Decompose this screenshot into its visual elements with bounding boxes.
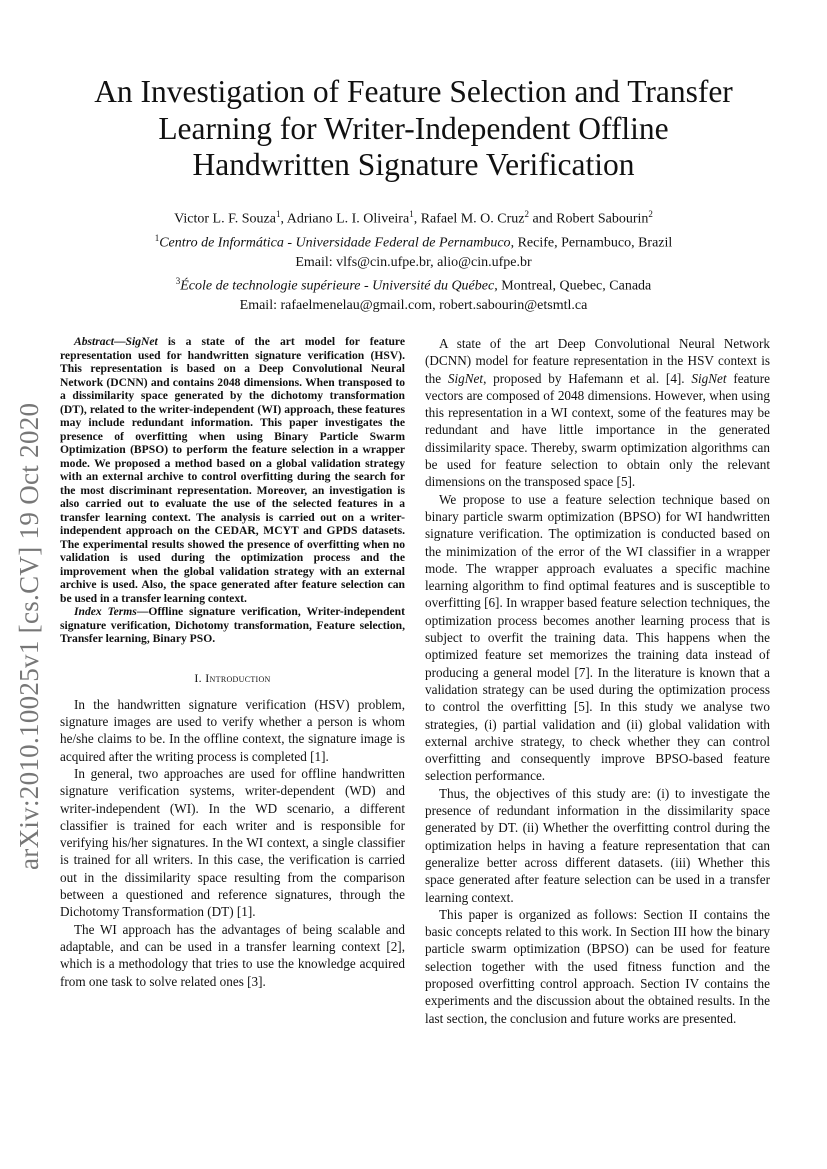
paragraph: In the handwritten signature verification (HSV) problem, signature images are used to verify whether a person is whom he/she claims to be. In the offline context, the signature image is acquired after the writing process is completed [1].	[60, 696, 405, 764]
author-block	[40, 205, 787, 315]
abstract-text: is a state of the art model for feature representation used for handwritten signature verification (HSV). This representation is based on a Deep Convolutional Neural Network (DCNN) and contains 2048 dimensions. When transposed to a dissimilarity space generated by the dichotomy transformation (DT), related to the writer-independent (WI) approach, these features may include redundant information. This paper investigates the presence of overfitting when using Binary Particle Swarm Optimization (BPSO) to perform the feature selection in a wrapper mode. We proposed a method based on a global validation strategy with an external archive to control overfitting during the search for the most discriminant representation. Moreover, an investigation is also carried out to evaluate the use of the selected features in a transfer learning context. The analysis is carried out on a writer-independent approach on the CEDAR, MCYT and GPDS datasets. The experimental results showed the presence of overfitting when no validation is used during the optimization process and the improvement when the global validation strategy with an external archive is used. Also, the space generated after feature selection can be used in a transfer learning context.	[60, 335, 405, 605]
paragraph	[425, 335, 770, 491]
paragraph: In general, two approaches are used for offline handwritten signature verification systems, writer-dependent (WD) and writer-independent (WI). In the WD scenario, a different classifier is trained for each writer and is responsible for verifying his/her signatures. In the WI context, a single classifier is trained for all writers. In this case, the verification is carried out in the dissimilarity space resulting from the comparison between a questioned and reference signatures, through the Dichotomy Transformation (DT) [1].	[60, 765, 405, 920]
affiliation-1	[40, 229, 787, 253]
paragraph: We propose to use a feature selection technique based on binary particle swarm optimization (BPSO) for WI handwritten signature verification. The optimization is conducted based on the minimization of the error of the WI classifier in a wrapper mode. The wrapper approach evaluates a specific machine learning algorithm to find optimal features and is susceptible to overfitting [6]. In wrapper based feature selection techniques, the optimization process becomes another learning process that is subject to overfit the training data. This happens when the optimized feature set memorizes the training data instead of producing a general model [7]. In the literature is known that a validation strategy can be used during the optimization process to control the overfitting [5]. In this study we analyse two strategies, (i) partial validation and (ii) global validation with external archive strategy, to check whether they can control overfitting and consequently improve BPSO-based feature selection performance.	[425, 491, 770, 784]
section-heading	[60, 670, 405, 687]
text: A state of the art Deep Convolutional Neural Network (DCNN) model for feature representation in the HSV context is the	[425, 336, 770, 386]
abstract	[60, 335, 405, 605]
index-terms-label: Index Terms	[74, 605, 137, 618]
location: , Montreal, Quebec, Canada	[494, 278, 652, 294]
paper-title	[40, 74, 787, 184]
location: , Recife, Pernambuco, Brazil	[510, 235, 673, 251]
paragraph: Thus, the objectives of this study are: (i) to investigate the presence of redundant information in the dissimilarity space generated by DT. (ii) Whether the overfitting control during the optimization helps in having a feature representation that can generalize better across different datasets. (iii) Whether this space generated after feature selection can be used in a transfer learning context.	[425, 785, 770, 905]
abstract-label: Abstract	[74, 335, 114, 348]
right-column	[425, 335, 770, 1027]
affiliation-mark: 2	[524, 209, 529, 219]
affiliation-mark: 2	[648, 209, 653, 219]
signet-term: SigNet	[447, 370, 484, 386]
left-column	[60, 335, 405, 990]
dash: —	[113, 335, 126, 348]
separator: and	[529, 211, 557, 227]
affiliation-mark: 3	[175, 275, 181, 286]
title-line: Learning for Writer-Independent Offline	[158, 110, 669, 146]
signet-term: SigNet	[125, 335, 158, 348]
title-line: An Investigation of Feature Selection and Transfer	[94, 74, 733, 109]
index-terms	[60, 605, 405, 646]
arxiv-identifier: arXiv:2010.10025v1 [cs.CV] 19 Oct 2020	[14, 402, 44, 870]
index-terms-text: —Offline signature verification, Writer-independent signature verification, Dichotomy transformation, Feature selection, Transfer learning, Binary PSO.	[60, 605, 405, 645]
title-line: Handwritten Signature Verification	[192, 147, 635, 182]
signet-term: SigNet	[691, 370, 727, 386]
text: , proposed by Hafemann et al. [4].	[483, 370, 692, 386]
text: feature vectors are composed of 2048 dimensions. However, when using this representation in a WI context, some of the features may be redundant and have little importance in the generated dissimilarity space. Thereby, swarm optimization algorithms can be used for feature selection to obtain only the relevant dimensions on the transposed space [5].	[425, 370, 770, 490]
affiliation-mark: 1	[409, 209, 414, 219]
author: Adriano L. I. Oliveira	[286, 211, 410, 227]
affiliation-2	[40, 272, 787, 296]
paragraph: This paper is organized as follows: Section II contains the basic concepts related to this work. In Section III how the binary particle swarm optimization (BPSO) can be used for feature selection together with the used fitness function and the proposed overfitting control approach. Section IV contains the experiments and the discussion about the obtained results. In the last section, the conclusion and future works are presented.	[425, 906, 770, 1026]
author: Rafael M. O. Cruz	[420, 211, 525, 227]
section-title: Introduction	[205, 670, 271, 685]
section-number: I.	[194, 670, 206, 685]
author: Robert Sabourin	[556, 211, 649, 227]
separator: ,	[413, 211, 421, 227]
email-1: Email: vlfs@cin.ufpe.br, alio@cin.ufpe.br	[295, 254, 532, 270]
author: Victor L. F. Souza	[174, 211, 276, 227]
separator: ,	[280, 211, 287, 227]
email-2: Email: rafaelmenelau@gmail.com, robert.sabourin@etsmtl.ca	[239, 297, 588, 313]
author-names	[40, 205, 787, 229]
paragraph: The WI approach has the advantages of being scalable and adaptable, and can be used in a transfer learning context [2], which is a methodology that tries to use the knowledge acquired from one task to solve related ones [3].	[60, 921, 405, 989]
institution: École de technologie supérieure - Université du Québec	[180, 278, 495, 294]
affiliation-mark: 1	[275, 209, 281, 219]
institution: Centro de Informática - Universidade Federal de Pernambuco	[159, 235, 511, 251]
affiliation-mark: 1	[154, 232, 160, 243]
